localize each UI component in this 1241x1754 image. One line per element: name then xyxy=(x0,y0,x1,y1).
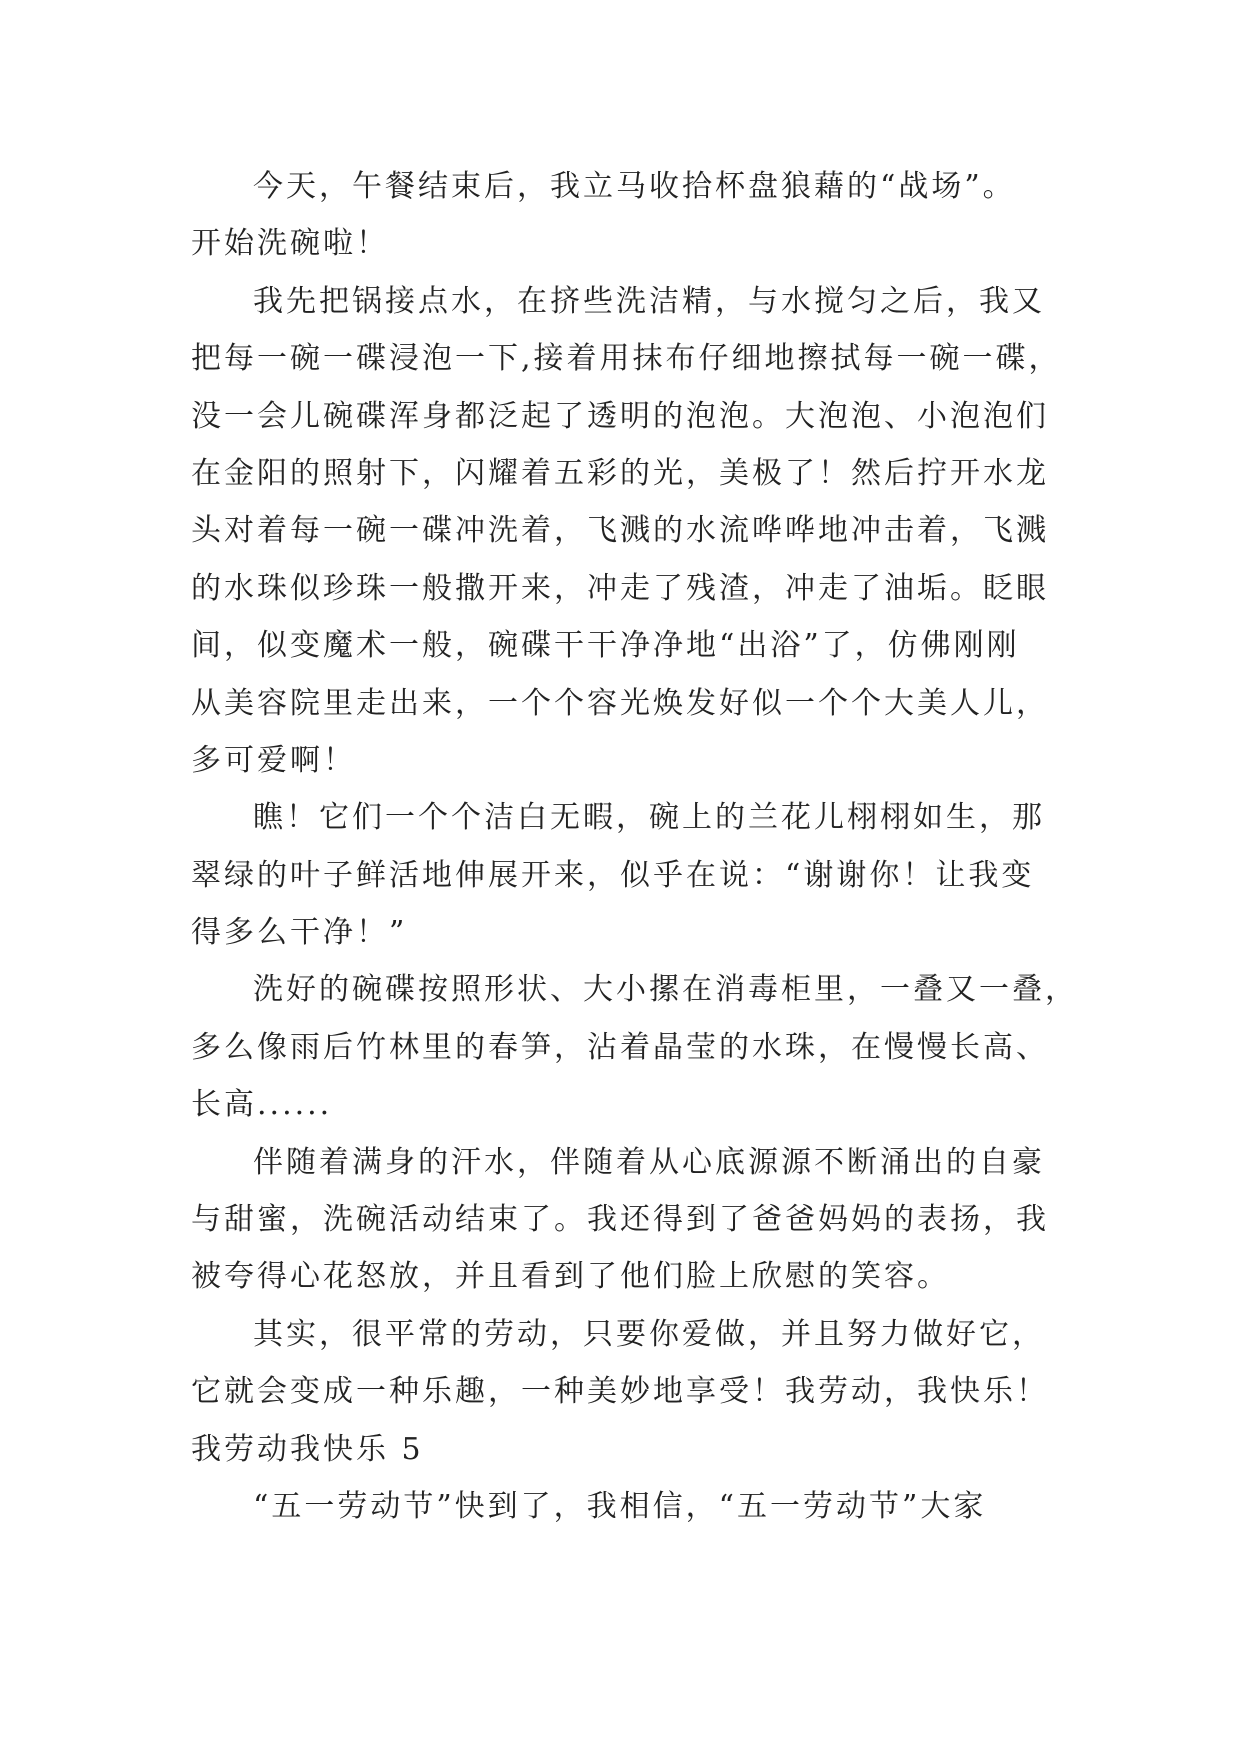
text-line: 它就会变成一种乐趣，一种美妙地享受！我劳动，我快乐！ xyxy=(191,1374,1049,1410)
text-line: 多可爱啊！ xyxy=(191,742,356,778)
text-line: 在金阳的照射下，闪耀着五彩的光，美极了！然后拧开水龙 xyxy=(191,455,1049,491)
text-line: 其实，很平常的劳动，只要你爱做，并且努力做好它， xyxy=(253,1316,1045,1352)
text-line: 与甜蜜，洗碗活动结束了。我还得到了爸爸妈妈的表扬，我 xyxy=(191,1202,1049,1238)
text-line: 瞧！它们一个个洁白无暇，碗上的兰花儿栩栩如生，那 xyxy=(253,800,1045,836)
text-line: 翠绿的叶子鲜活地伸展开来，似乎在说：“谢谢你！让我变 xyxy=(191,857,1035,893)
text-line: 的水珠似珍珠一般撒开来，冲走了残渣，冲走了油垢。眨眼 xyxy=(191,570,1049,606)
text-line: 开始洗碗啦！ xyxy=(191,226,389,262)
text-line: 把每一碗一碟浸泡一下,接着用抹布仔细地擦拭每一碗一碟， xyxy=(191,341,1062,377)
text-line: 今天，午餐结束后，我立马收拾杯盘狼藉的“战场”。 xyxy=(253,169,1016,204)
text-line: 被夸得心花怒放，并且看到了他们脸上欣慰的笑容。 xyxy=(191,1259,950,1295)
text-line: 间，似变魔术一般，碗碟干干净净地“出浴”了，仿佛刚刚 xyxy=(191,628,1020,664)
text-line: 长高...... xyxy=(191,1087,333,1123)
text-line: 我先把锅接点水，在挤些洗洁精，与水搅匀之后，我又 xyxy=(253,283,1045,319)
document-body xyxy=(191,158,1078,1535)
text-line: 头对着每一碗一碟冲洗着，飞溅的水流哗哗地冲击着，飞溅 xyxy=(191,513,1049,549)
text-line: 伴随着满身的汗水，伴随着从心底源源不断涌出的自豪 xyxy=(253,1144,1045,1180)
text-line: “五一劳动节”快到了，我相信，“五一劳动节”大家 xyxy=(253,1488,987,1524)
text-line: 我劳动我快乐 5 xyxy=(191,1431,424,1467)
text-line: 没一会儿碗碟浑身都泛起了透明的泡泡。大泡泡、小泡泡们 xyxy=(191,398,1049,434)
text-line: 洗好的碗碟按照形状、大小摞在消毒柜里，一叠又一叠， xyxy=(253,972,1078,1008)
text-line: 得多么干净！” xyxy=(191,915,408,951)
text-line: 多么像雨后竹林里的春笋，沾着晶莹的水珠，在慢慢长高、 xyxy=(191,1029,1049,1065)
text-line: 从美容院里走出来，一个个容光焕发好似一个个大美人儿， xyxy=(191,685,1049,721)
